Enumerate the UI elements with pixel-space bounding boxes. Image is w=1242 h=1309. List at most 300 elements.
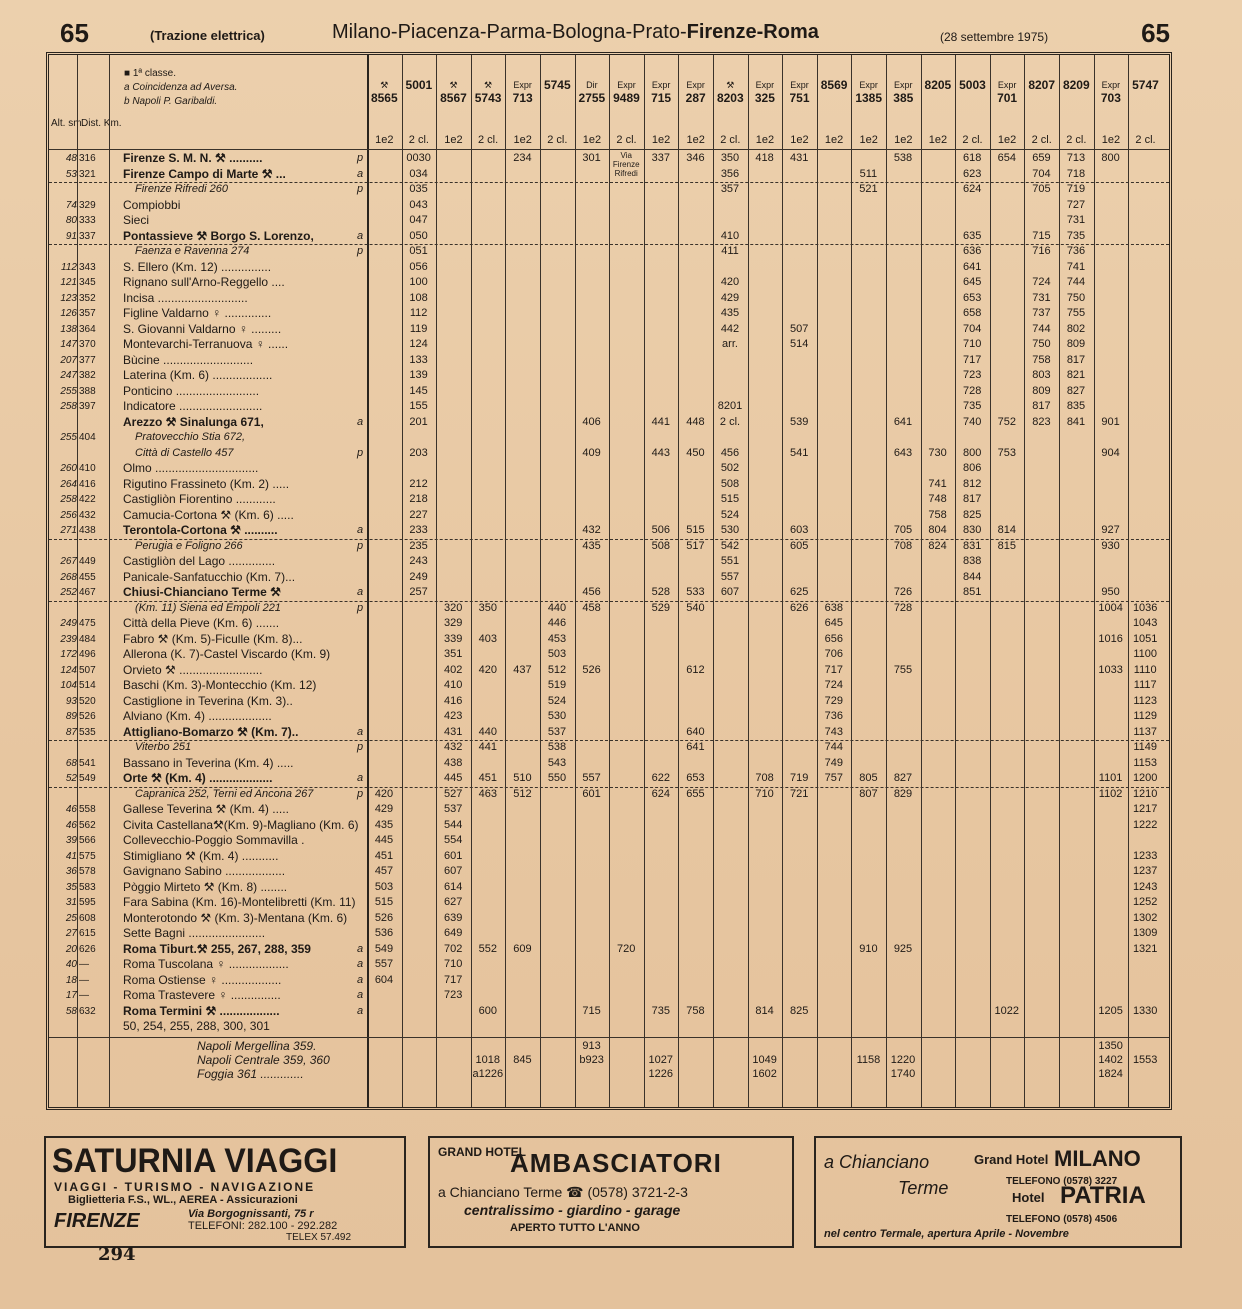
station-name: Incisa ........................... [123,290,248,305]
time-cell: 337 [651,152,670,164]
time-cell: 731 [1066,214,1086,226]
time-cell: 838 [963,555,982,567]
train-header [609,57,644,147]
station-name: Ponticino ......................... [123,383,260,398]
time-cell: 409 [582,446,601,459]
train-class: 2 cl. [962,134,983,146]
time-cell: 218 [409,493,428,505]
time-cell: 708 [755,772,774,784]
altitude: 260 [60,463,77,474]
station-row [49,895,1169,910]
distance-km: 526 [79,711,96,722]
time-cell: 119 [409,322,428,335]
time-cell: 435 [374,818,394,831]
time-cell: 557 [374,958,394,970]
distance-km: 321 [79,168,96,180]
time-cell: 1018 [475,1053,501,1066]
time-cell: 1824 [1098,1067,1123,1080]
time-cell: 713 [1066,152,1086,164]
time-cell: 1123 [1133,694,1158,707]
arr-dep-marker: a [357,989,364,1001]
train-header [540,57,575,147]
train-header [1024,57,1059,147]
train-class: 1e2 [894,134,913,146]
time-cell: 432 [444,741,463,753]
station-row [49,632,1169,647]
train-class: 1e2 [513,134,532,146]
time-cell: 930 [1101,539,1120,552]
time-cell: 227 [409,508,428,521]
legend-item: ■ 1ª classe. [124,68,176,79]
time-cell: 527 [444,787,463,800]
time-cell: 537 [547,725,567,738]
distance-km: 432 [79,509,96,521]
train-header [713,57,748,147]
altitude: 25 [65,912,77,924]
time-cell: 717 [444,973,463,986]
page-number-right: 65 [1141,18,1170,48]
station-name: Rigutino Frassineto (Km. 2) ..... [123,476,290,491]
station-name: Olmo ............................... [123,461,259,475]
time-cell: 716 [1032,245,1051,257]
altitude: 87 [65,726,77,738]
time-cell: 1004 [1098,601,1123,614]
time-cell: 429 [374,803,394,815]
time-cell: 1102 [1098,787,1123,800]
time-cell: 557 [582,772,601,784]
time-cell: 829 [893,787,913,800]
time-cell: b923 [579,1053,604,1066]
time-cell: 456 [720,446,740,459]
distance-km: 562 [79,819,96,831]
time-cell: 640 [686,725,705,738]
time-cell: 727 [1066,198,1086,211]
route-title [332,21,819,44]
altitude: 52 [65,773,77,784]
train-class: 1e2 [1101,134,1121,146]
train-header [1059,57,1094,147]
station-name: Firenze Rifredi 260 [135,183,228,195]
distance-header: Dist. Km. [81,118,122,129]
time-cell: 817 [1032,400,1051,412]
altitude: 247 [60,370,77,381]
route-title-bold: Firenze-Roma [686,21,819,43]
station-name: Firenze S. M. N. ⚒ .......... [123,151,263,165]
station-name: Firenze Campo di Marte ⚒ ... [123,166,286,181]
station-row [49,198,1169,213]
time-cell: 515 [374,896,394,908]
train-class: 1e2 [444,134,463,146]
time-cell: 612 [686,663,705,676]
time-cell: 1016 [1098,632,1123,645]
time-cell: 825 [790,1004,809,1017]
train-number: 751 [789,91,810,105]
station-row [49,1019,1169,1034]
ad-services-detail: Biglietteria F.S., WL., AEREA - Assicurazioni [68,1194,298,1206]
altitude: 46 [65,804,77,815]
time-cell: 1051 [1132,632,1158,645]
time-cell: 817 [1066,353,1086,366]
distance-km: 578 [79,866,96,877]
ad-saturnia-viaggi [44,1136,406,1248]
time-cell: 604 [374,973,394,986]
time-cell: 645 [824,617,843,629]
station-row [49,942,1169,957]
station-row [49,554,1169,569]
time-cell: 035 [409,183,428,195]
train-number: 8209 [1062,78,1090,92]
time-cell: 702 [444,942,463,955]
altitude: 36 [65,866,77,877]
train-header [575,57,610,147]
altitude: 267 [60,556,77,567]
distance-km: — [79,990,89,1001]
altitude: 256 [60,509,77,521]
train-header [1128,57,1163,147]
arr-dep-marker: a [357,958,364,970]
time-cell: 1302 [1132,911,1158,924]
time-cell: 043 [409,198,428,211]
time-cell: 601 [444,849,463,862]
altitude: 252 [60,587,77,598]
time-cell: 100 [409,276,428,288]
distance-km: 455 [79,571,96,583]
time-cell: 643 [893,446,913,459]
time-cell: 823 [1032,415,1051,428]
distance-km: 583 [79,881,96,893]
train-header [1094,57,1129,147]
station-name: Pontassieve ⚒ Borgo S. Lorenzo, [123,228,314,243]
station-name: Castigliòn del Lago .............. [123,554,276,568]
time-cell: 463 [478,787,497,800]
time-cell: 552 [478,942,497,955]
time-cell: 635 [963,229,982,242]
train-number: 5001 [405,78,433,92]
time-cell: 718 [1066,167,1086,180]
time-cell: 603 [790,524,809,536]
ad-telephone: TELEFONI: 282.100 - 292.282 [188,1220,338,1232]
station-name: Castiglione in Teverina (Km. 3).. [123,693,293,708]
time-cell: 1043 [1132,617,1158,629]
altitude: 80 [65,215,77,226]
station-row [49,740,1169,755]
distance-km: 404 [79,432,96,443]
station-row [49,678,1169,693]
distance-km: 449 [79,556,96,567]
time-cell: 124 [409,338,428,350]
time-cell: 542 [720,539,740,552]
station-row [49,601,1169,616]
time-cell: 1129 [1133,710,1158,722]
train-number: 713 [512,91,533,105]
time-cell: 1402 [1098,1053,1123,1066]
train-class: 2 cl. [408,134,429,146]
ad-hotel-milano-patria [814,1136,1182,1248]
time-cell: 530 [720,524,740,536]
train-header [817,57,852,147]
station-row [49,864,1169,879]
time-cell: 835 [1066,400,1086,412]
time-cell: 350 [720,152,740,164]
time-cell: 203 [409,446,428,459]
time-cell: 541 [790,446,809,459]
train-header [505,57,540,147]
time-cell: 1205 [1098,1004,1123,1017]
time-cell: 735 [963,400,982,412]
time-cell: 056 [409,260,428,273]
time-cell: 503 [547,648,567,660]
time-cell: 301 [582,152,601,164]
connections-rule [49,1037,1169,1038]
arr-dep-marker: p [357,245,364,257]
altitude: 112 [61,261,77,273]
time-cell: 243 [409,555,428,567]
time-cell: 233 [409,524,428,536]
time-cell: 155 [409,400,428,412]
distance-km: 514 [79,680,96,691]
time-cell: 051 [409,245,428,257]
time-cell: 524 [547,694,567,707]
station-name: Roma Termini ⚒ .................. [123,1003,280,1018]
time-cell: 704 [1032,167,1051,180]
time-cell: 1137 [1133,725,1158,738]
time-cell: 625 [790,586,809,598]
station-row [49,182,1169,197]
altitude: 31 [65,897,77,908]
connection-row [49,1053,1169,1068]
train-class: 1e2 [790,134,809,146]
time-cell: 508 [651,539,670,552]
train-type: Expr [997,80,1017,90]
time-cell: 831 [963,539,982,552]
time-cell: 403 [478,632,497,645]
station-row [49,957,1169,972]
time-cell: 736 [1066,245,1086,257]
train-type: Expr [859,80,878,90]
time-cell: 1220 [890,1053,916,1066]
time-cell: 506 [651,524,670,536]
altitude: 124 [60,664,77,676]
distance-km: 520 [79,695,96,707]
distance-km: 467 [79,587,96,598]
station-name: Compiobbi [123,197,181,212]
time-cell: 420 [720,276,740,288]
train-class: 2 cl. [1031,134,1052,146]
train-class: 2 cl. [1135,134,1156,146]
time-cell: 710 [444,958,463,970]
train-header [471,57,506,147]
train-header [851,57,886,147]
time-cell: 0030 [406,152,431,164]
time-cell: 329 [444,617,463,629]
ad-location-line2: Terme [898,1178,949,1198]
time-cell: 1553 [1132,1053,1158,1066]
time-cell: 638 [824,601,843,614]
time-cell: 543 [547,756,567,769]
time-cell: 607 [720,586,740,598]
time-cell: 1033 [1098,663,1123,676]
time-cell: 235 [409,539,428,552]
altitude: 249 [60,618,77,629]
arr-dep-marker: p [357,446,364,459]
altitude: 271 [60,525,77,536]
distance-km: 558 [79,804,96,815]
time-cell: 728 [963,384,982,397]
train-class: 1e2 [375,134,394,146]
legend [124,67,237,109]
time-cell: 443 [651,446,670,459]
time-cell: 431 [444,725,463,738]
station-row [49,399,1169,414]
train-type: Expr [617,80,636,90]
station-row [49,709,1169,724]
station-row [49,539,1169,554]
station-row [49,787,1169,802]
time-cell: 512 [547,663,567,676]
altitude: 264 [60,478,77,490]
train-type: ⚒ [726,80,735,90]
train-number: 701 [997,91,1018,105]
train-class: 1e2 [755,134,775,146]
time-cell: 744 [1032,322,1051,335]
time-cell: 740 [963,415,982,428]
time-cell: 653 [686,772,705,784]
station-row [49,725,1169,740]
station-name: Collevecchio-Poggio Sommavilla . [123,833,305,847]
train-header [367,57,402,147]
station-name: Sette Bagni ....................... [123,926,266,940]
time-cell: 659 [1032,152,1051,164]
time-cell: 537 [444,803,463,815]
station-name: Napoli Centrale 359, 360 [197,1052,330,1067]
time-cell: Via Firenze Rifredi [612,151,640,178]
train-number: 325 [754,91,775,105]
train-number: 2755 [578,91,606,105]
time-cell: 757 [824,772,843,784]
arr-dep-marker: p [357,741,364,753]
time-cell: 410 [720,229,740,242]
ad-location-line1: a Chianciano [824,1152,930,1172]
time-cell: 544 [444,818,463,831]
time-cell: 723 [963,369,982,381]
time-cell: 715 [1032,229,1051,242]
train-number: 8565 [370,91,398,105]
time-cell: 448 [686,415,705,428]
time-cell: 817 [963,493,982,505]
station-name: Allerona (K. 7)-Castel Viscardo (Km. 9) [123,647,331,661]
distance-km: 397 [79,401,96,412]
station-name: Castigliòn Fiorentino ............ [123,492,276,506]
station-name: Città di Castello 457 [135,446,234,459]
time-cell: 133 [409,353,428,366]
train-type: ⚒ [449,80,458,90]
time-cell: 234 [513,152,532,164]
time-cell: 139 [409,369,428,381]
station-row [49,353,1169,368]
train-header [402,57,437,147]
train-header [886,57,921,147]
time-cell: 8201 [717,400,743,412]
time-cell: 705 [893,524,913,536]
time-cell: 1222 [1132,818,1158,831]
time-cell: 411 [721,245,739,257]
time-cell: 440 [478,725,497,738]
time-cell: 437 [513,663,532,676]
train-number: 1385 [855,91,883,105]
time-cell: arr. [722,338,738,350]
time-cell: 442 [720,322,740,335]
time-cell: 731 [1032,291,1051,304]
time-cell: 1226 [648,1067,674,1080]
time-cell: 549 [374,942,394,955]
time-cell: 809 [1032,384,1051,397]
train-number: 715 [651,91,672,105]
time-cell: 1101 [1098,772,1123,784]
time-cell: 1110 [1133,663,1157,676]
time-cell: 257 [409,586,428,598]
time-cell: 807 [859,787,878,800]
station-row [49,616,1169,631]
time-cell: 724 [1032,276,1051,288]
train-number: 5743 [474,91,502,105]
time-cell: 508 [720,477,740,490]
time-cell: 356 [720,167,740,180]
arr-dep-marker: a [357,942,364,955]
ad-location-phone: a Chianciano Terme ☎ (0578) 3721-2-3 [438,1184,688,1200]
altitude: 20 [65,943,77,955]
distance-km: 496 [79,649,96,660]
time-cell: 655 [686,787,705,800]
station-name: Fabro ⚒ (Km. 5)-Ficulle (Km. 8)... [123,631,303,646]
time-cell: 719 [790,772,809,784]
time-cell: 420 [374,787,394,800]
distance-km: 352 [79,292,96,304]
ad-grand-hotel-label: GRAND HOTEL [438,1145,526,1159]
time-cell: 1100 [1133,648,1158,660]
time-cell: 435 [720,307,740,319]
time-cell: 112 [409,307,428,319]
station-name: Capranica 252, Terni ed Ancona 267 [135,787,314,800]
train-type: Expr [894,80,913,90]
time-cell: 550 [547,772,567,784]
train-number: 8203 [716,91,744,105]
time-cell: 913 [582,1039,601,1052]
connection-row [49,1067,1169,1082]
train-header [990,57,1025,147]
time-cell: 802 [1066,322,1086,335]
station-name: Indicatore ......................... [123,399,263,413]
time-cell: 1158 [856,1053,881,1066]
arr-dep-marker: a [357,1004,364,1017]
time-cell: 753 [997,446,1016,459]
time-cell: 755 [893,663,913,676]
station-row [49,663,1169,678]
time-cell: 925 [893,942,913,955]
train-number: 8567 [440,91,467,105]
altitude: 18 [65,974,77,986]
train-header [678,57,713,147]
train-class: 2 cl. [720,134,741,146]
time-cell: 1309 [1132,927,1158,939]
altitude: 46 [65,819,77,831]
altitude: 68 [65,757,77,769]
arr-dep-marker: p [357,787,364,800]
station-row [49,570,1169,585]
altitude: 53 [65,168,77,180]
time-cell: 726 [893,586,913,598]
station-name: Gallese Teverina ⚒ (Km. 4) ..... [123,802,289,816]
train-type: Dir [586,80,598,90]
